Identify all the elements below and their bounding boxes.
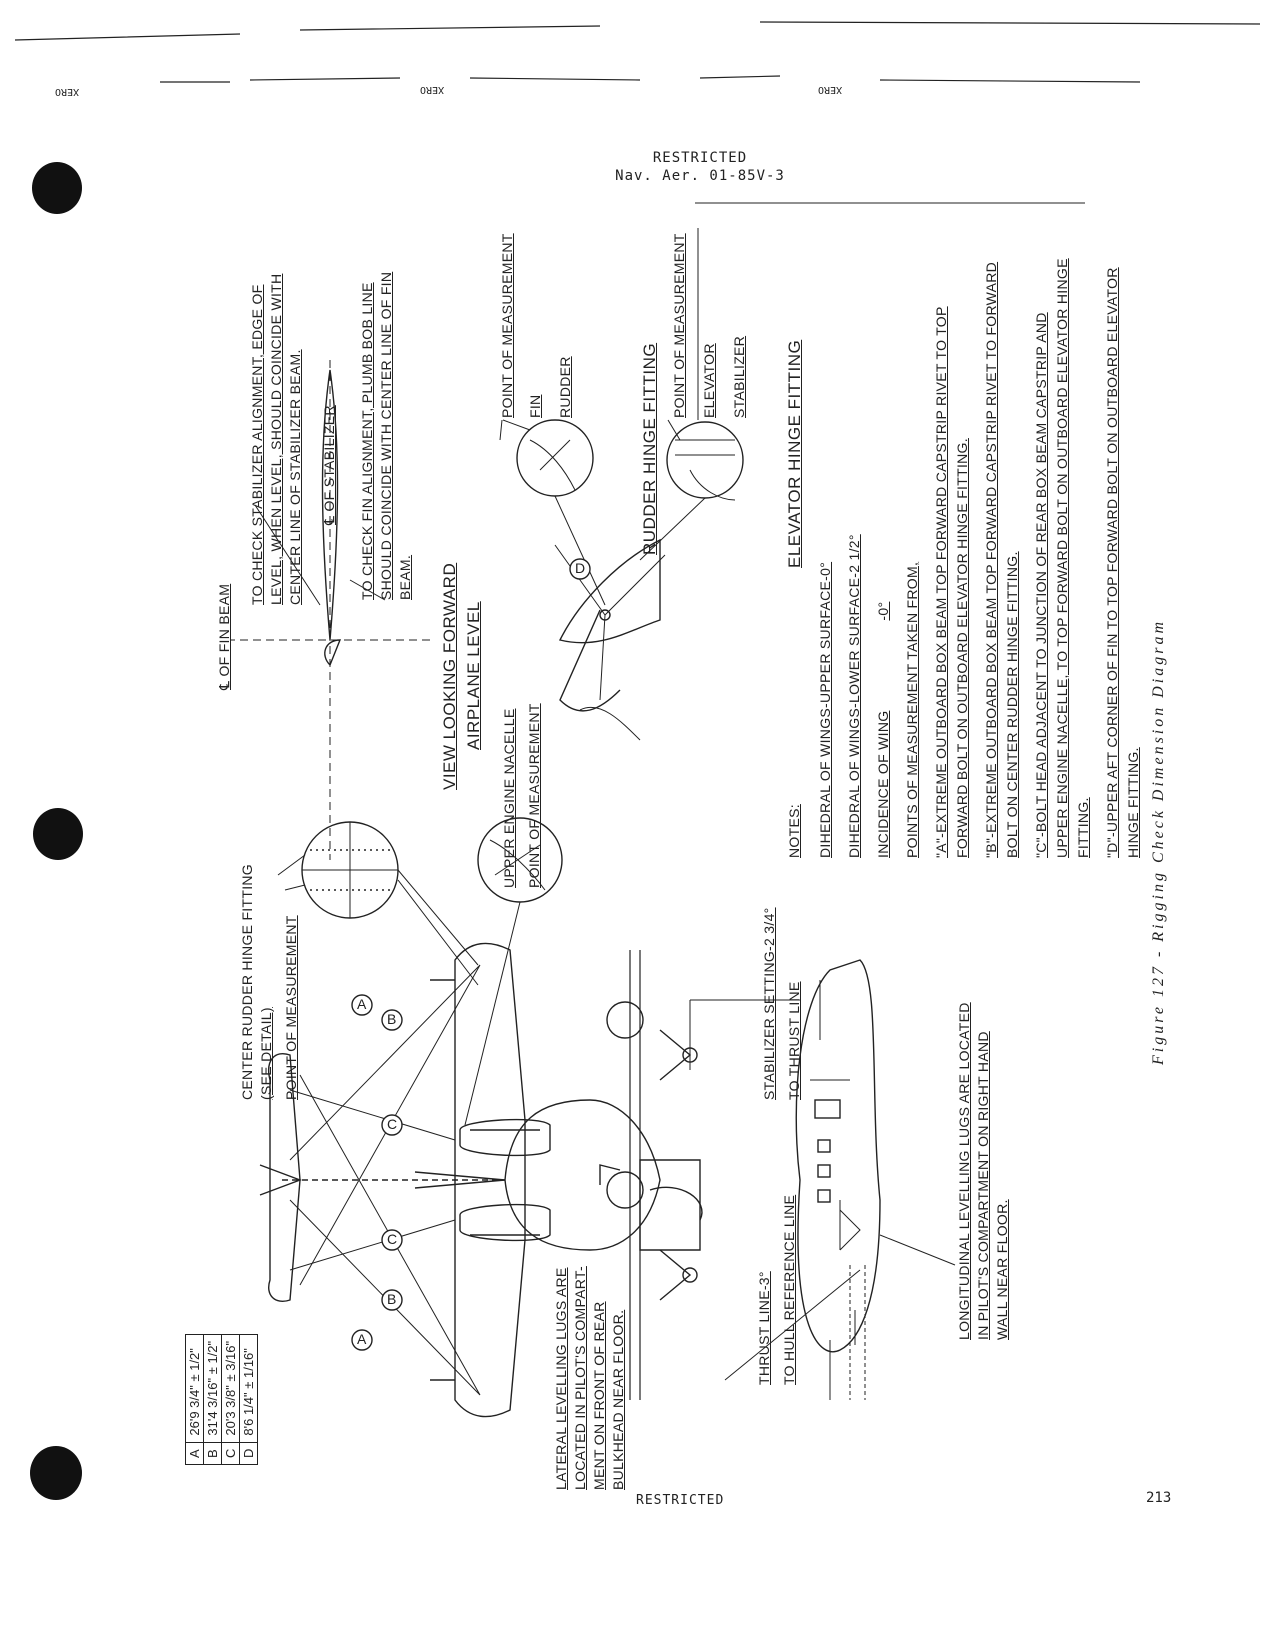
label-cl-fin-beam: ℄ OF FIN BEAM bbox=[216, 583, 232, 690]
table-row bbox=[186, 1334, 204, 1464]
label-elevator-hinge-fitting: ELEVATOR HINGE FITTING bbox=[785, 339, 804, 568]
marker-c-upper: C bbox=[387, 1116, 398, 1132]
scan-stamp-3: XERO bbox=[818, 84, 843, 95]
dim-value: 31'4 3/16" ± 1/2" bbox=[204, 1334, 222, 1442]
dim-value: 8'6 1/4" ± 1/16" bbox=[240, 1334, 258, 1442]
label-cl-stabilizer: ℄ OF STABILIZER bbox=[321, 405, 337, 525]
figure-caption: Figure 127 - Rigging Check Dimension Diagram bbox=[1150, 618, 1167, 1065]
label-fin-check: TO CHECK FIN ALIGNMENT, PLUMB BOB LINE SHOULD COINCIDE WITH CENTER LINE OF FIN BEAM. bbox=[359, 271, 413, 600]
note-dihedral-upper: DIHEDRAL OF WINGS-UPPER SURFACE-0° bbox=[817, 561, 833, 858]
label-upper-engine-nacelle: UPPER ENGINE NACELLE POINT OF MEASUREMENT bbox=[501, 703, 542, 888]
label-stabilizer-check: TO CHECK STABILIZER ALIGNMENT, EDGE OF LEVEL, WHEN LEVEL, SHOULD COINCIDE WITH CENTER LINE OF STABILIZER BEAM. bbox=[249, 273, 303, 605]
note-dihedral-lower: DIHEDRAL OF WINGS-LOWER SURFACE-2 1/2° bbox=[846, 534, 862, 858]
notes-block bbox=[784, 258, 1144, 858]
note-d-2: HINGE FITTING. bbox=[1125, 747, 1141, 858]
label-center-rudder: CENTER RUDDER HINGE FITTING (SEE DETAIL) bbox=[239, 864, 274, 1100]
dimension-table bbox=[185, 1334, 258, 1465]
dim-key: A bbox=[186, 1442, 204, 1464]
notes-title: NOTES: bbox=[786, 804, 802, 858]
marker-c-lower: C bbox=[387, 1231, 398, 1247]
table-row bbox=[240, 1334, 258, 1464]
label-view-forward: VIEW LOOKING FORWARD AIRPLANE LEVEL bbox=[440, 562, 483, 790]
note-c-3: FITTING. bbox=[1075, 797, 1091, 858]
label-longitudinal-lugs: LONGITUDINAL LEVELLING LUGS ARE LOCATED IN PILOT'S COMPARTMENT ON RIGHT HAND WALL NEAR FLOOR. bbox=[956, 1002, 1010, 1340]
note-a-1: "A"-EXTREME OUTBOARD BOX BEAM TOP FORWARD CAPSTRIP RIVET TO TOP bbox=[933, 306, 949, 858]
note-b-1: "B"-EXTREME OUTBOARD BOX BEAM TOP FORWARD CAPSTRIP RIVET TO FORWARD bbox=[983, 261, 999, 858]
label-rudder: RUDDER bbox=[557, 356, 573, 418]
marker-a-lower: A bbox=[357, 1331, 367, 1347]
label-fin: FIN bbox=[527, 394, 543, 418]
table-row bbox=[204, 1334, 222, 1464]
marker-b-lower: B bbox=[387, 1291, 397, 1307]
label-point-of-measurement-top: POINT OF MEASUREMENT bbox=[283, 915, 299, 1100]
label-thrust-line: THRUST LINE-3° TO HULL REFERENCE LINE bbox=[756, 1194, 797, 1385]
label-lateral-lugs: LATERAL LEVELLING LUGS ARE LOCATED IN PILOT'S COMPART- MENT ON FRONT OF REAR BULKHEAD NEAR FLOOR. bbox=[553, 1266, 626, 1490]
label-stabilizer-setting: STABILIZER SETTING-2 3/4° TO THRUST LINE bbox=[761, 907, 802, 1100]
note-incidence: INCIDENCE OF WING-0° bbox=[875, 601, 891, 858]
marker-d: D bbox=[575, 560, 586, 576]
marker-a-upper: A bbox=[357, 996, 367, 1012]
table-row bbox=[222, 1334, 240, 1464]
label-elevator: ELEVATOR bbox=[701, 343, 717, 418]
header-classification: RESTRICTED bbox=[652, 150, 748, 166]
note-c-2: UPPER ENGINE NACELLE, TO TOP FORWARD BOLT ON OUTBOARD ELEVATOR HINGE bbox=[1054, 258, 1070, 858]
scan-stamp-2: XERO bbox=[420, 84, 445, 95]
label-point-of-measurement-elevator: POINT OF MEASUREMENT bbox=[671, 233, 687, 418]
dim-key: B bbox=[204, 1442, 222, 1464]
label-point-of-measurement-rudder: POINT OF MEASUREMENT bbox=[499, 233, 515, 418]
label-rudder-hinge-fitting: RUDDER HINGE FITTING bbox=[640, 342, 659, 555]
header-doc-number: Nav. Aer. 01-85V-3 bbox=[615, 168, 785, 184]
note-c-1: "C"-BOLT HEAD ADJACENT TO JUNCTION OF REAR BOX BEAM CAPSTRIP AND bbox=[1033, 312, 1049, 858]
note-d-1: "D"-UPPER AFT CORNER OF FIN TO TOP FORWARD BOLT ON OUTBOARD ELEVATOR bbox=[1104, 267, 1120, 858]
label-stabilizer: STABILIZER bbox=[731, 335, 747, 418]
scan-stamp-1: XERO bbox=[55, 86, 80, 97]
note-a-2: FORWARD BOLT ON OUTBOARD ELEVATOR HINGE FITTING. bbox=[954, 438, 970, 858]
dim-key: D bbox=[240, 1442, 258, 1464]
dim-value: 26'9 3/4" ± 1/2" bbox=[186, 1334, 204, 1442]
dim-value: 20'3 3/8" ± 3/16" bbox=[222, 1334, 240, 1442]
note-points-title: POINTS OF MEASUREMENT TAKEN FROM, bbox=[904, 561, 920, 858]
dim-key: C bbox=[222, 1442, 240, 1464]
footer-classification: RESTRICTED bbox=[636, 1493, 725, 1508]
page-number: 213 bbox=[1146, 1490, 1172, 1506]
note-b-2: BOLT ON CENTER RUDDER HINGE FITTING. bbox=[1004, 551, 1020, 858]
marker-b-upper: B bbox=[387, 1011, 397, 1027]
